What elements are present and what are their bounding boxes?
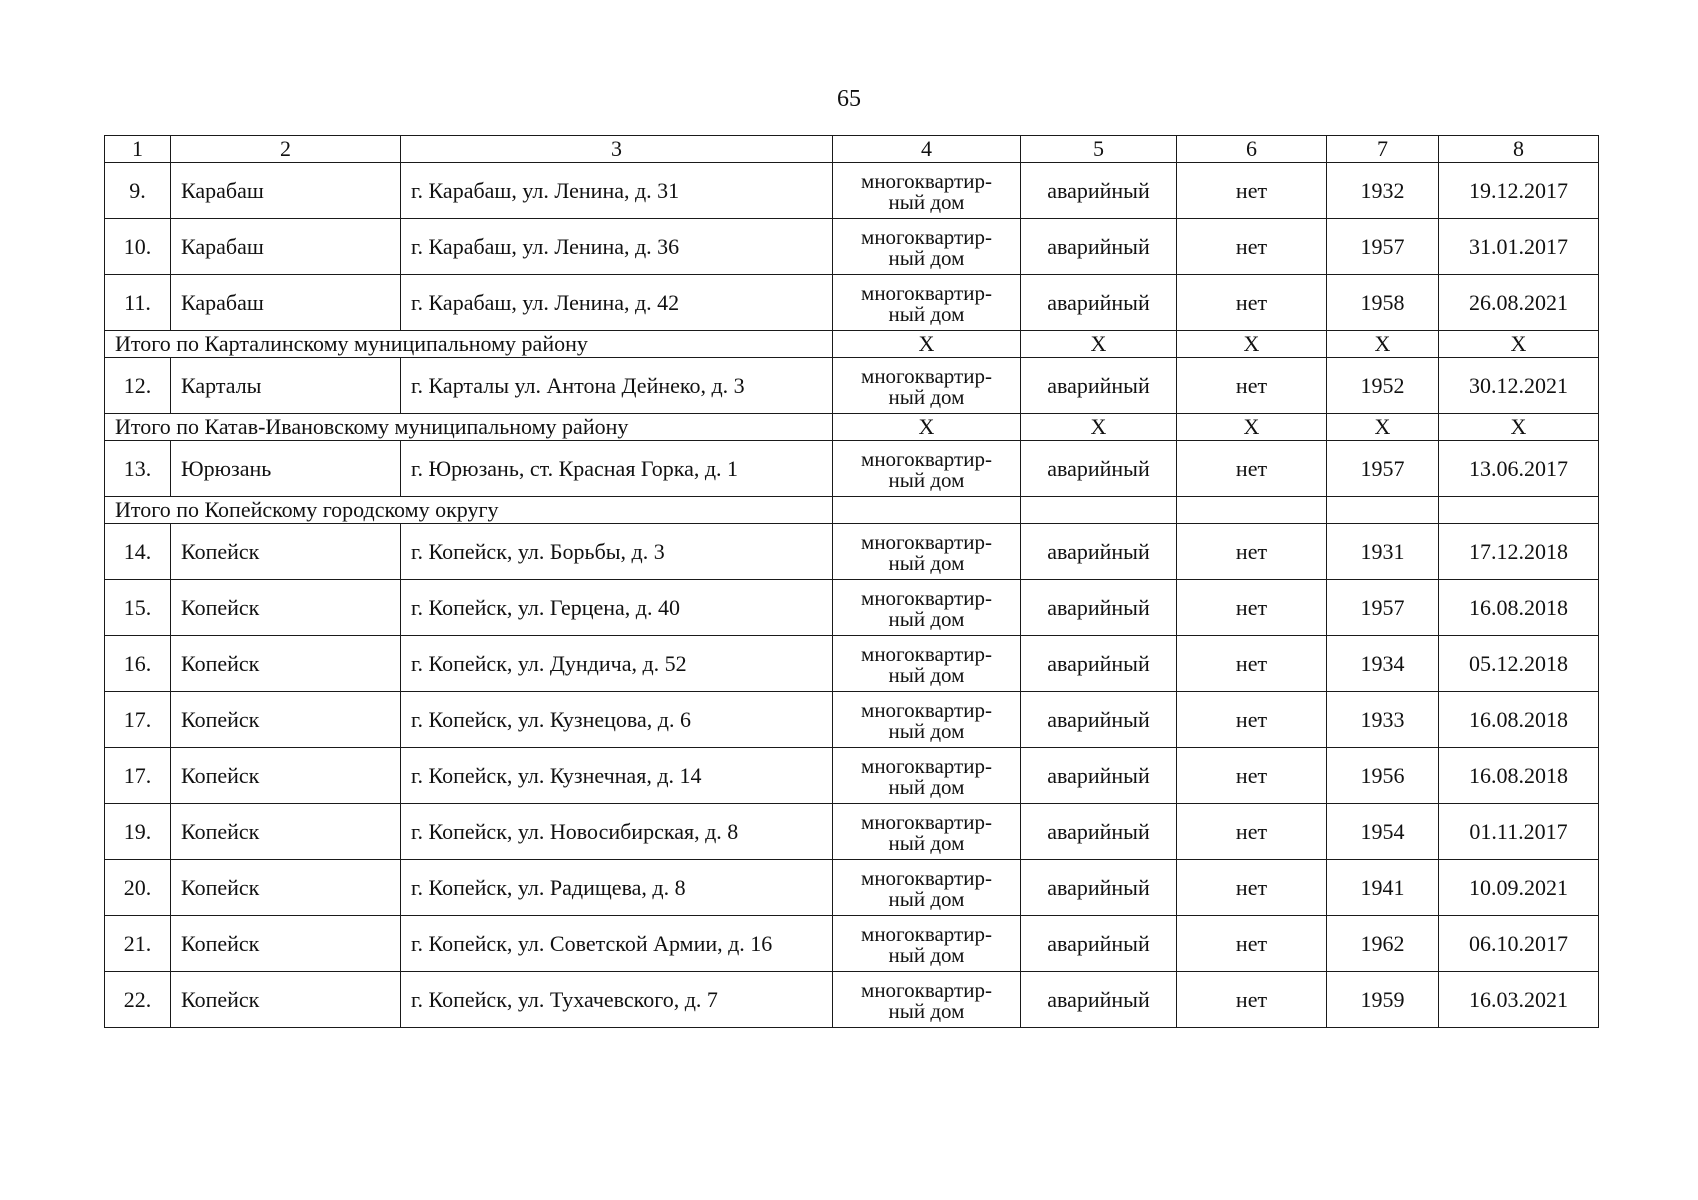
building-type-line: многоквартир- [861, 585, 992, 610]
date-cell: 16.03.2021 [1439, 972, 1599, 1028]
year-cell: 1957 [1327, 441, 1439, 497]
subtotal-label: Итого по Копейскому городскому округу [105, 497, 833, 524]
city-cell: Копейск [171, 524, 401, 580]
row-number: 13. [105, 441, 171, 497]
condition-cell: аварийный [1021, 163, 1177, 219]
date-cell: 01.11.2017 [1439, 804, 1599, 860]
condition-cell: аварийный [1021, 804, 1177, 860]
building-type-cell [833, 163, 1021, 219]
city-cell: Копейск [171, 972, 401, 1028]
building-type-line: ный дом [888, 384, 965, 409]
building-type-line: ный дом [888, 606, 965, 631]
building-type-line: многоквартир- [861, 753, 992, 778]
address-cell: г. Карабаш, ул. Ленина, д. 42 [401, 275, 833, 331]
building-type-line: ный дом [888, 467, 965, 492]
flag-cell: нет [1177, 860, 1327, 916]
date-cell: 13.06.2017 [1439, 441, 1599, 497]
subtotal-mark: X [833, 414, 1021, 441]
building-type-line: ный дом [888, 774, 965, 799]
building-type-cell [833, 972, 1021, 1028]
building-type-line: многоквартир- [861, 168, 992, 193]
building-type-cell [833, 580, 1021, 636]
building-type-cell [833, 441, 1021, 497]
table-row [105, 358, 1599, 414]
row-number: 16. [105, 636, 171, 692]
date-cell: 10.09.2021 [1439, 860, 1599, 916]
building-type-line: многоквартир- [861, 446, 992, 471]
building-type-line: многоквартир- [861, 809, 992, 834]
building-type-cell [833, 860, 1021, 916]
address-cell: г. Копейск, ул. Новосибирская, д. 8 [401, 804, 833, 860]
building-type-line: многоквартир- [861, 921, 992, 946]
table-row [105, 580, 1599, 636]
address-cell: г. Карабаш, ул. Ленина, д. 36 [401, 219, 833, 275]
date-cell: 26.08.2021 [1439, 275, 1599, 331]
building-type-cell [833, 748, 1021, 804]
building-type-line: многоквартир- [861, 224, 992, 249]
building-type-line: ный дом [888, 830, 965, 855]
housing-registry-table [104, 135, 1599, 1028]
city-cell: Карабаш [171, 163, 401, 219]
subtotal-mark: X [1327, 331, 1439, 358]
row-number: 12. [105, 358, 171, 414]
building-type-cell [833, 275, 1021, 331]
flag-cell: нет [1177, 524, 1327, 580]
year-cell: 1934 [1327, 636, 1439, 692]
table-row [105, 275, 1599, 331]
city-cell: Копейск [171, 748, 401, 804]
row-number: 22. [105, 972, 171, 1028]
city-cell: Карабаш [171, 275, 401, 331]
subtotal-mark: X [1327, 414, 1439, 441]
condition-cell: аварийный [1021, 636, 1177, 692]
table-row [105, 692, 1599, 748]
table-row [105, 972, 1599, 1028]
city-cell: Копейск [171, 636, 401, 692]
subtotal-label: Итого по Карталинскому муниципальному району [105, 331, 833, 358]
building-type-cell [833, 916, 1021, 972]
year-cell: 1956 [1327, 748, 1439, 804]
building-type-cell [833, 692, 1021, 748]
year-cell: 1958 [1327, 275, 1439, 331]
building-type-line: многоквартир- [861, 865, 992, 890]
table-row [105, 441, 1599, 497]
subtotal-mark: X [1439, 331, 1599, 358]
city-cell: Юрюзань [171, 441, 401, 497]
condition-cell: аварийный [1021, 441, 1177, 497]
address-cell: г. Юрюзань, ст. Красная Горка, д. 1 [401, 441, 833, 497]
column-number-row [105, 136, 1599, 163]
flag-cell: нет [1177, 636, 1327, 692]
year-cell: 1957 [1327, 219, 1439, 275]
column-number: 1 [105, 136, 171, 163]
condition-cell: аварийный [1021, 748, 1177, 804]
table-row [105, 804, 1599, 860]
column-number: 4 [833, 136, 1021, 163]
year-cell: 1931 [1327, 524, 1439, 580]
year-cell: 1954 [1327, 804, 1439, 860]
address-cell: г. Копейск, ул. Борьбы, д. 3 [401, 524, 833, 580]
address-cell: г. Копейск, ул. Радищева, д. 8 [401, 860, 833, 916]
row-number: 17. [105, 692, 171, 748]
flag-cell: нет [1177, 580, 1327, 636]
city-cell: Копейск [171, 860, 401, 916]
building-type-line: многоквартир- [861, 529, 992, 554]
condition-cell: аварийный [1021, 275, 1177, 331]
table-row [105, 748, 1599, 804]
row-number: 9. [105, 163, 171, 219]
condition-cell: аварийный [1021, 524, 1177, 580]
subtotal-mark: X [1439, 414, 1599, 441]
row-number: 19. [105, 804, 171, 860]
date-cell: 16.08.2018 [1439, 580, 1599, 636]
flag-cell: нет [1177, 163, 1327, 219]
column-number: 5 [1021, 136, 1177, 163]
table-row [105, 916, 1599, 972]
table-row [105, 860, 1599, 916]
row-number: 10. [105, 219, 171, 275]
year-cell: 1962 [1327, 916, 1439, 972]
column-number: 3 [401, 136, 833, 163]
flag-cell: нет [1177, 916, 1327, 972]
subtotal-label: Итого по Катав-Ивановскому муниципальному району [105, 414, 833, 441]
building-type-line: многоквартир- [861, 641, 992, 666]
subtotal-mark [1177, 497, 1327, 524]
date-cell: 19.12.2017 [1439, 163, 1599, 219]
building-type-line: ный дом [888, 718, 965, 743]
building-type-line: ный дом [888, 245, 965, 270]
date-cell: 06.10.2017 [1439, 916, 1599, 972]
row-number: 11. [105, 275, 171, 331]
table-row [105, 219, 1599, 275]
subtotal-mark: X [833, 331, 1021, 358]
table-row [105, 163, 1599, 219]
row-number: 15. [105, 580, 171, 636]
building-type-line: ный дом [888, 998, 965, 1023]
flag-cell: нет [1177, 219, 1327, 275]
city-cell: Копейск [171, 916, 401, 972]
condition-cell: аварийный [1021, 219, 1177, 275]
flag-cell: нет [1177, 748, 1327, 804]
condition-cell: аварийный [1021, 916, 1177, 972]
address-cell: г. Карталы ул. Антона Дейнеко, д. 3 [401, 358, 833, 414]
building-type-line: многоквартир- [861, 280, 992, 305]
address-cell: г. Копейск, ул. Кузнечная, д. 14 [401, 748, 833, 804]
building-type-cell [833, 804, 1021, 860]
date-cell: 16.08.2018 [1439, 692, 1599, 748]
subtotal-mark: X [1177, 414, 1327, 441]
flag-cell: нет [1177, 358, 1327, 414]
subtotal-mark [1021, 497, 1177, 524]
condition-cell: аварийный [1021, 580, 1177, 636]
row-number: 20. [105, 860, 171, 916]
year-cell: 1932 [1327, 163, 1439, 219]
condition-cell: аварийный [1021, 972, 1177, 1028]
date-cell: 31.01.2017 [1439, 219, 1599, 275]
column-number: 7 [1327, 136, 1439, 163]
building-type-cell [833, 219, 1021, 275]
year-cell: 1941 [1327, 860, 1439, 916]
building-type-line: ный дом [888, 886, 965, 911]
date-cell: 30.12.2021 [1439, 358, 1599, 414]
address-cell: г. Копейск, ул. Кузнецова, д. 6 [401, 692, 833, 748]
row-number: 21. [105, 916, 171, 972]
city-cell: Копейск [171, 692, 401, 748]
building-type-cell [833, 358, 1021, 414]
column-number: 8 [1439, 136, 1599, 163]
column-number: 6 [1177, 136, 1327, 163]
subtotal-row [105, 331, 1599, 358]
date-cell: 16.08.2018 [1439, 748, 1599, 804]
building-type-line: многоквартир- [861, 363, 992, 388]
address-cell: г. Копейск, ул. Герцена, д. 40 [401, 580, 833, 636]
subtotal-mark: X [1021, 331, 1177, 358]
building-type-line: ный дом [888, 942, 965, 967]
date-cell: 17.12.2018 [1439, 524, 1599, 580]
city-cell: Карталы [171, 358, 401, 414]
subtotal-mark [833, 497, 1021, 524]
year-cell: 1957 [1327, 580, 1439, 636]
condition-cell: аварийный [1021, 358, 1177, 414]
building-type-line: ный дом [888, 662, 965, 687]
year-cell: 1959 [1327, 972, 1439, 1028]
subtotal-mark: X [1021, 414, 1177, 441]
flag-cell: нет [1177, 972, 1327, 1028]
address-cell: г. Копейск, ул. Тухачевского, д. 7 [401, 972, 833, 1028]
table-row [105, 636, 1599, 692]
city-cell: Копейск [171, 804, 401, 860]
column-number: 2 [171, 136, 401, 163]
row-number: 14. [105, 524, 171, 580]
address-cell: г. Копейск, ул. Советской Армии, д. 16 [401, 916, 833, 972]
building-type-cell [833, 636, 1021, 692]
condition-cell: аварийный [1021, 692, 1177, 748]
year-cell: 1952 [1327, 358, 1439, 414]
building-type-cell [833, 524, 1021, 580]
building-type-line: ный дом [888, 550, 965, 575]
building-type-line: ный дом [888, 301, 965, 326]
subtotal-row [105, 497, 1599, 524]
flag-cell: нет [1177, 441, 1327, 497]
subtotal-mark [1327, 497, 1439, 524]
year-cell: 1933 [1327, 692, 1439, 748]
address-cell: г. Карабаш, ул. Ленина, д. 31 [401, 163, 833, 219]
row-number: 17. [105, 748, 171, 804]
flag-cell: нет [1177, 804, 1327, 860]
condition-cell: аварийный [1021, 860, 1177, 916]
city-cell: Копейск [171, 580, 401, 636]
page-number: 65 [837, 86, 861, 112]
table-body [105, 136, 1599, 1028]
address-cell: г. Копейск, ул. Дундича, д. 52 [401, 636, 833, 692]
building-type-line: многоквартир- [861, 697, 992, 722]
table-row [105, 524, 1599, 580]
subtotal-row [105, 414, 1599, 441]
flag-cell: нет [1177, 275, 1327, 331]
flag-cell: нет [1177, 692, 1327, 748]
date-cell: 05.12.2018 [1439, 636, 1599, 692]
building-type-line: ный дом [888, 189, 965, 214]
city-cell: Карабаш [171, 219, 401, 275]
building-type-line: многоквартир- [861, 977, 992, 1002]
subtotal-mark [1439, 497, 1599, 524]
subtotal-mark: X [1177, 331, 1327, 358]
